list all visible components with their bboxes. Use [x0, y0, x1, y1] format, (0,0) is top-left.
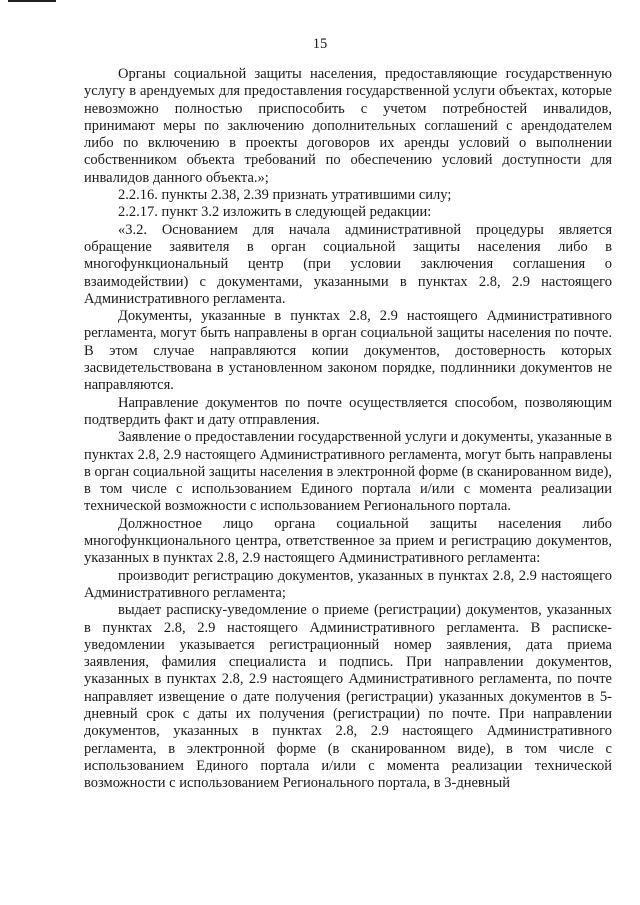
- paragraph-napravlenie-po-pochte: Направление документов по почте осуществляется способом, позволяющим подтвердить факт и дату отправления.: [84, 394, 612, 428]
- paragraph-elektronnaya-forma: Заявление о предоставлении государственной услуги и документы, указанные в пунктах 2.8, 2.9 настоящего Административного регламента, могут быть направлены в орган социальной защиты населения в электронной форме (в сканированном виде), в том числе с использованием Единого портала и/или с момента реализации технической возможности с использованием Регионального портала.: [84, 429, 612, 515]
- paragraph-raspiska-uvedomlenie: выдает расписку-уведомление о приеме (регистрации) документов, указанных в пунктах 2.8, 2.9 настоящего Административного регламента. В расписке-уведомлении указывается регистрационный номер заявления, дата приема заявления, фамилия специалиста и подпись. При направлении документов, указанных в пунктах 2.8, 2.9 настоящего Административного регламента, по почте направляет извещение о дате получения (регистрации) указанных документов в 5-дневный срок с даты их получения (регистрации) по почте. При направлении документов, указанных в пунктах 2.8, 2.9 настоящего Административного регламента, в электронной форме (в сканированном виде), в том числе с использованием Единого портала и/или с момента реализации технической возможности с использованием Регионального портала, в 3-дневный: [84, 602, 612, 792]
- paragraph-dokumenty-po-pochte: Документы, указанные в пунктах 2.8, 2.9 настоящего Административного регламента, могут быть направлены в орган социальной защиты населения по почте. В этом случае направляются копии документов, достоверность которых засвидетельствована в установленном законом порядке, подлинники документов не направляются.: [84, 308, 612, 394]
- paragraph-arendodatel: Органы социальной защиты населения, предоставляющие государственную услугу в арендуемых для предоставления государственной услуги объектах, которые невозможно полностью приспособить с учетом потребностей инвалидов, принимают меры по заключению дополнительных соглашений с арендодателем либо по включению в проекты договоров их аренды условий о выполнении собственником объекта требований по обеспечению условий доступности для инвалидов данного объекта.»;: [84, 66, 612, 186]
- paragraph-registratsiya: производит регистрацию документов, указанных в пунктах 2.8, 2.9 настоящего Административного регламента;: [84, 567, 612, 601]
- top-edge-mark: [8, 0, 56, 2]
- paragraph-2-2-16: 2.2.16. пункты 2.38, 2.39 признать утратившими силу;: [118, 187, 452, 204]
- document-body: [84, 66, 612, 792]
- page-number: 15: [312, 36, 328, 52]
- paragraph-3-2-osnovanie: «3.2. Основанием для начала административной процедуры является обращение заявителя в орган социальной защиты населения либо в многофункциональный центр (при условии заключения соглашения о взаимодействии) с документами, указанными в пунктах 2.8, 2.9 настоящего Административного регламента.: [84, 221, 612, 307]
- paragraph-2-2-17: 2.2.17. пункт 3.2 изложить в следующей редакции:: [118, 204, 432, 221]
- paragraph-dolzhnostnoe-litso: Должностное лицо органа социальной защиты населения либо многофункционального центра, ответственное за прием и регистрацию документов, указанных в пунктах 2.8, 2.9 настоящего Административного регламента:: [84, 515, 612, 567]
